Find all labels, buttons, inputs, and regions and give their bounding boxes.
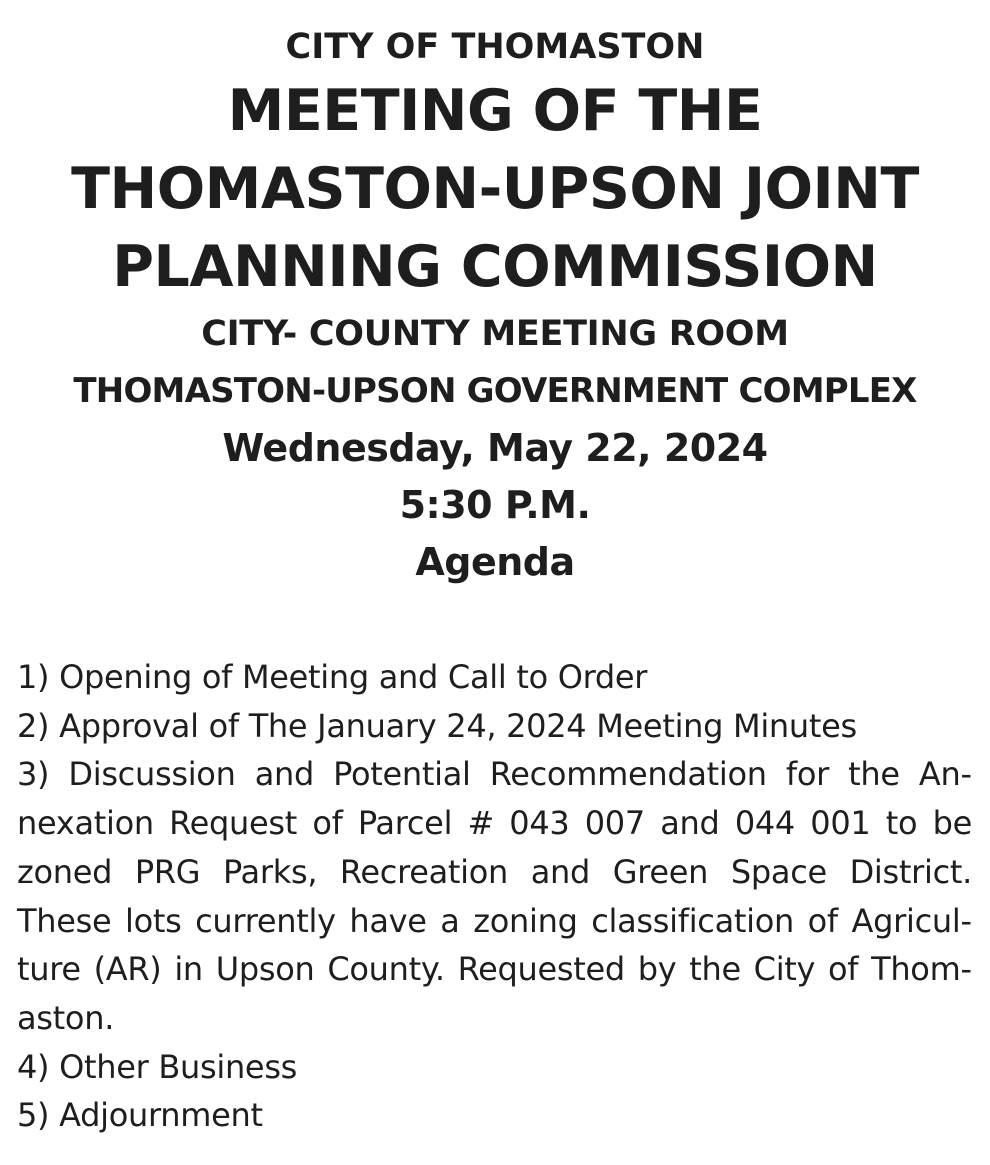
meeting-title-line-3: PLANNING COMMISSION	[112, 234, 878, 300]
agenda-item-other-business: 4) Other Business	[17, 1047, 298, 1086]
meeting-date: Wednesday, May 22, 2024	[222, 426, 768, 470]
agenda-item-annexation-request: 3) Discussion and Potential Recommendation for the Annexation Request of Parcel # 043 007 and 044 001 to be zoned PRG Parks, Recreation and Green Space District. These lots currently have a zoning classification of Agriculture (AR) in Upson County. Requested by the City of Thomaston.	[17, 755, 972, 1037]
city-name: CITY OF THOMASTON	[285, 27, 705, 67]
agenda-list	[0, 653, 990, 1140]
agenda-item-minutes-approval: 2) Approval of The January 24, 2024 Meeting Minutes	[17, 706, 857, 745]
meeting-time: 5:30 P.M.	[399, 483, 591, 527]
meeting-title-line-2: THOMASTON-UPSON JOINT	[71, 156, 919, 222]
meeting-room: CITY- COUNTY MEETING ROOM	[201, 314, 789, 354]
notice-header	[0, 22, 990, 591]
meeting-complex: THOMASTON-UPSON GOVERNMENT COMPLEX	[73, 371, 917, 411]
agenda-item-opening: 1) Opening of Meeting and Call to Order	[17, 658, 648, 696]
agenda-item-adjournment: 5) Adjournment	[17, 1096, 263, 1135]
agenda-heading: Agenda	[415, 540, 575, 584]
meeting-title-line-1: MEETING OF THE	[227, 78, 763, 144]
